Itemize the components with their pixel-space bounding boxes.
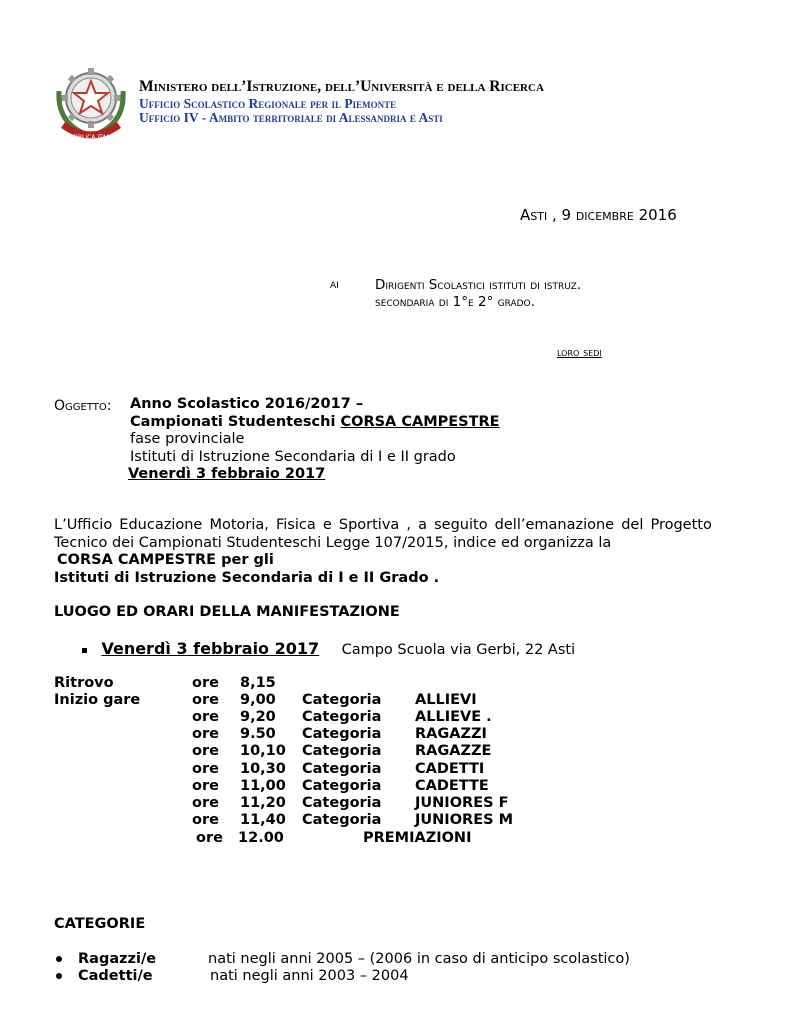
schedule-ore: ore bbox=[192, 812, 219, 829]
categorie-item-desc: nati negli anni 2003 – 2004 bbox=[210, 968, 409, 984]
subject-corsa-campestre: CORSA CAMPESTRE bbox=[340, 414, 500, 430]
categorie-title: CATEGORIE bbox=[54, 916, 146, 932]
schedule-time: 11,40 bbox=[240, 812, 286, 829]
section-title: LUOGO ED ORARI DELLA MANIFESTAZIONE bbox=[54, 604, 400, 620]
schedule-category-name: CADETTE bbox=[415, 777, 489, 794]
subject-line1: Anno Scolastico 2016/2017 – bbox=[130, 396, 364, 412]
subject-line3: fase provinciale bbox=[130, 431, 245, 447]
schedule-row bbox=[54, 708, 535, 725]
premiazioni-label: PREMIAZIONI bbox=[362, 830, 472, 846]
bullet-icon bbox=[56, 956, 62, 962]
subject-line2 bbox=[130, 414, 500, 430]
schedule-row bbox=[54, 794, 535, 811]
subject-line4: Istituti di Istruzione Secondaria di I e II grado bbox=[130, 449, 456, 465]
schedule-category-label: Categoria bbox=[302, 777, 382, 794]
schedule-row bbox=[54, 726, 535, 743]
schedule-ore: ore bbox=[192, 691, 219, 708]
schedule-label bbox=[54, 777, 192, 794]
schedule-label: Inizio gare bbox=[54, 691, 141, 708]
categorie-item-name: Ragazzi/e bbox=[78, 951, 157, 967]
bullet-icon bbox=[56, 973, 62, 979]
event-line bbox=[82, 639, 575, 658]
categorie-item bbox=[56, 951, 630, 967]
loro-sedi: loro sedi bbox=[557, 345, 602, 359]
schedule-row bbox=[54, 743, 535, 760]
schedule-ore: ore bbox=[192, 708, 219, 725]
schedule-ore: ore bbox=[192, 794, 219, 811]
subject-line2-prefix: Campionati Studenteschi bbox=[130, 414, 336, 430]
recipients-line1: Dirigenti Scolastici istituti di istruz. bbox=[375, 277, 582, 293]
schedule-category-name: RAGAZZE bbox=[415, 743, 492, 760]
schedule-label bbox=[54, 794, 192, 811]
event-place: Campo Scuola via Gerbi, 22 Asti bbox=[341, 642, 576, 658]
ministry-title: Ministero dell’Istruzione, dell’Università e della Ricerca bbox=[139, 78, 544, 95]
schedule-category-name bbox=[415, 674, 535, 691]
schedule-ore: ore bbox=[192, 743, 219, 760]
schedule-label bbox=[54, 726, 192, 743]
schedule-ore: ore bbox=[192, 726, 219, 743]
schedule-time: 9,20 bbox=[240, 708, 276, 725]
subject-label: Oggetto: bbox=[54, 398, 112, 414]
schedule-category-name: CADETTI bbox=[415, 760, 485, 777]
emblem-text: REPUBBLICA ITALIANA bbox=[57, 134, 125, 141]
schedule-category-label: Categoria bbox=[302, 708, 382, 725]
schedule-label: Ritrovo bbox=[54, 674, 114, 691]
schedule-time: 9,00 bbox=[240, 691, 276, 708]
schedule-label bbox=[54, 760, 192, 777]
intro-line2: Tecnico dei Campionati Studenteschi Legge 107/2015, indice ed organizza la bbox=[54, 535, 612, 551]
sub-office: Ufficio IV - Ambito territoriale di Alessandria e Asti bbox=[139, 110, 443, 125]
schedule-ore: ore bbox=[192, 674, 219, 691]
schedule-category-name: ALLIEVE . bbox=[415, 708, 492, 725]
regional-office: Ufficio Scolastico Regionale per il Piemonte bbox=[139, 96, 397, 111]
schedule-table bbox=[54, 674, 535, 829]
schedule-ore: ore bbox=[192, 777, 219, 794]
schedule-time: 10,30 bbox=[240, 760, 286, 777]
schedule-category-label: Categoria bbox=[302, 691, 382, 708]
categorie-item-desc: nati negli anni 2005 – (2006 in caso di anticipo scolastico) bbox=[208, 951, 630, 967]
schedule-row bbox=[54, 691, 535, 708]
intro-line1: L’Ufficio Educazione Motoria, Fisica e Sportiva , a seguito dell’emanazione del Progetto bbox=[54, 517, 712, 533]
schedule-time: 11,00 bbox=[240, 777, 286, 794]
categorie-item-name: Cadetti/e bbox=[78, 968, 153, 984]
schedule-time: 8,15 bbox=[240, 674, 276, 691]
schedule-label bbox=[54, 743, 192, 760]
schedule-time: 9.50 bbox=[240, 726, 276, 743]
subject-line5: Venerdì 3 febbraio 2017 bbox=[128, 466, 326, 482]
recipients-prefix: ai bbox=[330, 277, 339, 292]
schedule-row bbox=[54, 760, 535, 777]
schedule-category-label: Categoria bbox=[302, 760, 382, 777]
premiazioni-row bbox=[196, 830, 471, 846]
republic-emblem bbox=[53, 61, 129, 145]
categorie-item bbox=[56, 968, 409, 984]
event-date: Venerdì 3 febbraio 2017 bbox=[101, 639, 320, 658]
schedule-category-label: Categoria bbox=[302, 794, 382, 811]
recipients-line2: secondaria di 1°e 2° grado. bbox=[375, 294, 535, 310]
intro-line4: Istituti di Istruzione Secondaria di I e II Grado . bbox=[54, 570, 440, 586]
schedule-row bbox=[54, 812, 535, 829]
schedule-category-label bbox=[302, 674, 415, 691]
schedule-label bbox=[54, 708, 192, 725]
schedule-category-label: Categoria bbox=[302, 743, 382, 760]
premiazioni-time: 12.00 bbox=[238, 830, 284, 846]
premiazioni-ore: ore bbox=[196, 830, 223, 846]
schedule-time: 10,10 bbox=[240, 743, 286, 760]
schedule-category-name: JUNIORES M bbox=[415, 812, 514, 829]
schedule-label bbox=[54, 812, 192, 829]
square-bullet-icon bbox=[82, 648, 87, 653]
intro-line3: CORSA CAMPESTRE per gli bbox=[57, 552, 274, 568]
schedule-category-label: Categoria bbox=[302, 726, 382, 743]
schedule-category-name: ALLIEVI bbox=[415, 691, 477, 708]
schedule-category-name: JUNIORES F bbox=[415, 794, 509, 811]
schedule-category-label: Categoria bbox=[302, 812, 382, 829]
schedule-row bbox=[54, 777, 535, 794]
schedule-category-name: RAGAZZI bbox=[415, 726, 487, 743]
letter-date: Asti , 9 dicembre 2016 bbox=[520, 206, 677, 224]
schedule-row bbox=[54, 674, 535, 691]
schedule-ore: ore bbox=[192, 760, 219, 777]
schedule-time: 11,20 bbox=[240, 794, 286, 811]
